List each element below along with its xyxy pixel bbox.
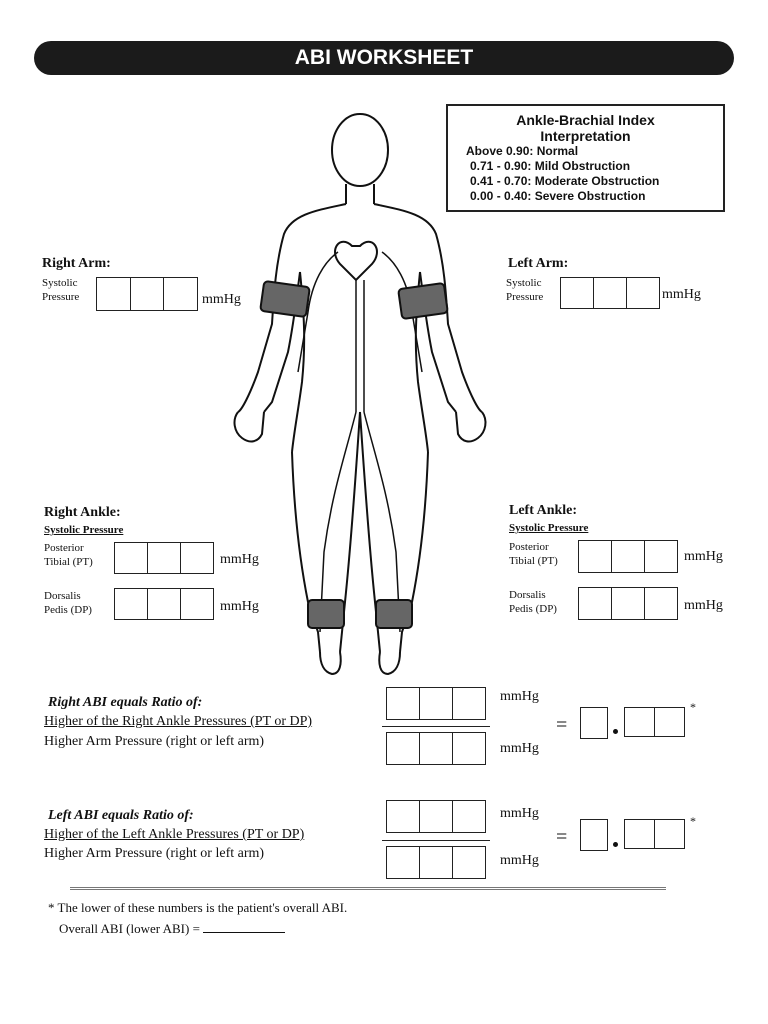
right-abi-numerator-input[interactable] [386,687,486,720]
left-arm-unit: mmHg [662,287,701,302]
right-ankle-dp-label-line1: Dorsalis [44,590,81,602]
right-abi-unit-top: mmHg [500,689,539,704]
right-ankle-subtitle: Systolic Pressure [44,524,124,536]
overall-abi-label: Overall ABI (lower ABI) = [59,921,200,936]
left-abi-fraction-line [382,840,490,841]
left-ankle-pt-label-line1: Posterior [509,541,549,553]
right-ankle-pt-label-line1: Posterior [44,542,84,554]
left-arm-label [506,276,543,304]
right-ankle-dp-label-line2: Pedis (DP) [44,604,92,616]
right-abi-equals: = [556,714,568,736]
legend-title-line2: Interpretation [540,128,631,144]
right-dp-unit: mmHg [220,599,259,614]
left-ankle-dp-label-line1: Dorsalis [509,589,546,601]
left-ankle-subtitle: Systolic Pressure [509,522,589,534]
left-abi-asterisk: * [690,814,696,828]
left-pt-unit: mmHg [684,549,723,564]
left-abi-denominator-input[interactable] [386,846,486,879]
left-arm-label-line1: Systolic [506,277,542,289]
left-abi-numerator-label: Higher of the Left Ankle Pressures (PT or DP) [44,827,305,842]
legend-row-severe: 0.00 - 0.40: Severe Obstruction [470,189,646,203]
overall-abi-blank[interactable] [203,920,285,933]
left-abi-decimal-point [613,842,618,847]
right-arm-title: Right Arm: [42,256,111,271]
right-pt-pressure-input[interactable] [114,542,214,574]
left-dp-pressure-input[interactable] [578,587,678,620]
left-abi-denominator-label: Higher Arm Pressure (right or left arm) [44,846,265,861]
right-pt-unit: mmHg [220,552,259,567]
left-dp-unit: mmHg [684,598,723,613]
right-abi-denominator-input[interactable] [386,732,486,765]
left-abi-numerator-input[interactable] [386,800,486,833]
right-arm-label-line2: Pressure [42,291,80,303]
right-abi-decimal-input[interactable] [624,707,685,737]
left-abi-unit-bottom: mmHg [500,853,539,868]
right-arm-label-line1: Systolic [42,277,78,289]
worksheet-title: ABI WORKSHEET [34,41,734,75]
left-arm-label-line2: Pressure [506,291,544,303]
right-ankle-pt-label-line2: Tibial (PT) [44,556,93,568]
legend-row-moderate: 0.41 - 0.70: Moderate Obstruction [470,174,660,188]
left-ankle-title: Left Ankle: [509,503,578,518]
right-abi-heading: Right ABI equals Ratio of: [48,695,203,710]
legend-title-line1: Ankle-Brachial Index [516,112,655,128]
left-abi-unit-top: mmHg [500,806,539,821]
left-arm-title: Left Arm: [508,256,569,271]
left-ankle-pt-label-line2: Tibial (PT) [509,555,558,567]
right-arm-label [42,276,79,304]
left-abi-heading: Left ABI equals Ratio of: [48,808,194,823]
right-abi-whole-input[interactable] [580,707,608,739]
left-pt-pressure-input[interactable] [578,540,678,573]
left-arm-pressure-input[interactable] [560,277,660,309]
right-ankle-dp-label [44,589,92,617]
left-ankle-dp-label-line2: Pedis (DP) [509,603,557,615]
right-dp-pressure-input[interactable] [114,588,214,620]
right-arm-unit: mmHg [202,292,241,307]
right-abi-denominator-label: Higher Arm Pressure (right or left arm) [44,734,265,749]
right-abi-decimal-point [613,729,618,734]
right-ankle-pt-label [44,541,93,569]
footnote-line1: * The lower of these numbers is the patient's overall ABI. [48,900,348,915]
left-ankle-pt-label [509,540,558,568]
footnote-line2 [59,920,285,937]
left-ankle-dp-label [509,588,557,616]
body-figure-illustration [228,112,492,680]
left-abi-decimal-input[interactable] [624,819,685,849]
right-ankle-title: Right Ankle: [44,505,121,520]
right-arm-pressure-input[interactable] [96,277,198,311]
right-abi-fraction-line [382,726,490,727]
right-abi-unit-bottom: mmHg [500,741,539,756]
legend-row-mild: 0.71 - 0.90: Mild Obstruction [470,159,631,173]
right-abi-asterisk: * [690,700,696,714]
right-abi-numerator-label: Higher of the Right Ankle Pressures (PT or DP) [44,714,313,729]
section-divider [70,887,666,890]
left-abi-equals: = [556,826,568,848]
left-abi-whole-input[interactable] [580,819,608,851]
legend-row-normal: Above 0.90: Normal [466,144,579,158]
